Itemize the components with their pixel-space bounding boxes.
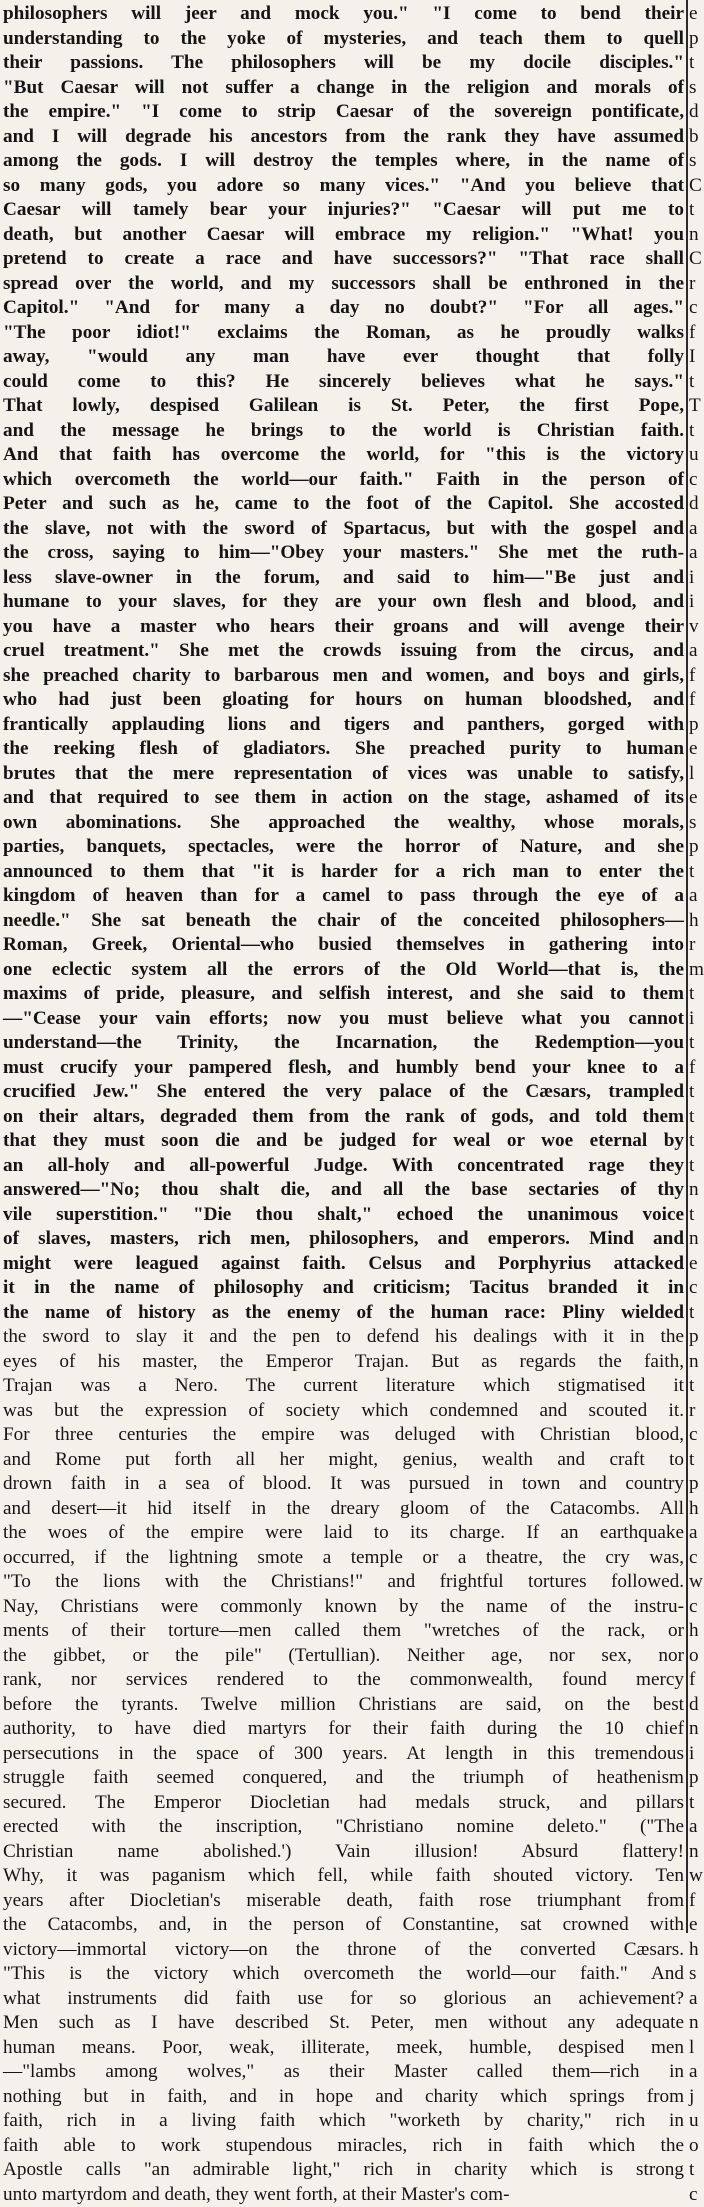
text-line: she preached charity to barbarous men and women, and boys and girls, xyxy=(3,664,684,689)
text-line: faith, rich in a living faith which "worketh by charity," rich in xyxy=(3,2109,684,2134)
column-rule xyxy=(686,0,688,1933)
edge-fragment: a xyxy=(689,639,700,664)
edge-fragment: c xyxy=(689,1276,700,1301)
edge-fragment: t xyxy=(689,1374,700,1399)
text-line: the slave, not with the sword of Spartacus, but with the gospel and xyxy=(3,517,684,542)
text-line: eyes of his master, the Emperor Trajan. But as regards the faith, xyxy=(3,1350,684,1375)
edge-fragment: s xyxy=(689,811,700,836)
text-line: and I will degrade his ancestors from the rank they have assumed xyxy=(3,125,684,150)
edge-fragment: f xyxy=(689,1668,700,1693)
text-line: the reeking flesh of gladiators. She preached purity to human xyxy=(3,737,684,762)
edge-fragment: p xyxy=(689,1766,700,1791)
text-line: and that required to see them in action on the stage, ashamed of its xyxy=(3,786,684,811)
edge-fragment: T xyxy=(689,394,700,419)
text-line: For three centuries the empire was deluged with Christian blood, xyxy=(3,1423,684,1448)
edge-fragment: h xyxy=(689,1938,700,1963)
text-line: philosophers will jeer and mock you." "I come to bend their xyxy=(3,2,684,27)
edge-fragment: d xyxy=(689,100,700,125)
text-line: rank, nor services rendered to the commonwealth, found mercy xyxy=(3,1668,684,1693)
text-line: authority, to have died martyrs for their faith during the 10 chief xyxy=(3,1717,684,1742)
edge-fragment: p xyxy=(689,1472,700,1497)
text-line: "To the lions with the Christians!" and frightful tortures followed. xyxy=(3,1570,684,1595)
edge-fragment: t xyxy=(689,419,700,444)
text-line: Roman, Greek, Oriental—who busied themselves in gathering into xyxy=(3,933,684,958)
text-line: could come to this? He sincerely believes what he says." xyxy=(3,370,684,395)
text-line: might were leagued against faith. Celsus and Porphyrius attacked xyxy=(3,1252,684,1277)
edge-fragment: o xyxy=(689,2134,700,2159)
text-line: the sword to slay it and the pen to defend his dealings with it in the xyxy=(3,1325,684,1350)
edge-fragment: t xyxy=(689,51,700,76)
edge-fragment: o xyxy=(689,1644,700,1669)
edge-fragment: f xyxy=(689,1056,700,1081)
text-line: their passions. The philosophers will be my docile disciples." xyxy=(3,51,684,76)
text-line: the gibbet, or the pile" (Tertullian). Neither age, nor sex, nor xyxy=(3,1644,684,1669)
text-line: understanding to the yoke of mysteries, and teach them to quell xyxy=(3,27,684,52)
edge-fragment: r xyxy=(689,1399,700,1424)
article-column xyxy=(3,2,684,1932)
text-line: less slave-owner in the forum, and said to him—"Be just and xyxy=(3,566,684,591)
edge-fragment: a xyxy=(689,1815,700,1840)
text-line: "This is the victory which overcometh the world—our faith." And xyxy=(3,1962,684,1987)
text-line: Christian name abolished.') Vain illusion! Absurd flattery! xyxy=(3,1840,684,1865)
text-line: unto martyrdom and death, they went forth, at their Master's com- xyxy=(3,2183,684,2207)
edge-fragment: c xyxy=(689,1595,700,1620)
edge-fragment: u xyxy=(689,443,700,468)
text-line: so many gods, you adore so many vices." "And you believe that xyxy=(3,174,684,199)
edge-fragment: p xyxy=(689,27,700,52)
edge-fragment: p xyxy=(689,713,700,738)
edge-fragment: w xyxy=(689,1864,700,1889)
edge-fragment: v xyxy=(689,615,700,640)
text-line: own abominations. She approached the wealthy, whose morals, xyxy=(3,811,684,836)
text-line: Caesar will tamely bear your injuries?" "Caesar will put me to xyxy=(3,198,684,223)
edge-fragment: u xyxy=(689,2109,700,2134)
text-line: the name of history as the enemy of the human race: Pliny wielded xyxy=(3,1301,684,1326)
text-line: what instruments did faith use for so glorious an achievement? xyxy=(3,1987,684,2012)
edge-fragment: a xyxy=(689,1521,700,1546)
text-line: one eclectic system all the errors of the Old World—that is, the xyxy=(3,958,684,983)
edge-fragment: t xyxy=(689,1105,700,1130)
text-line: Nay, Christians were commonly known by the name of the instru- xyxy=(3,1595,684,1620)
edge-fragment: c xyxy=(689,2183,700,2207)
text-line: the cross, saying to him—"Obey your masters." She met the ruth- xyxy=(3,541,684,566)
edge-fragment: t xyxy=(689,1448,700,1473)
edge-fragment: t xyxy=(689,1080,700,1105)
text-line: and desert—it hid itself in the dreary gloom of the Catacombs. All xyxy=(3,1497,684,1522)
edge-fragment: i xyxy=(689,566,700,591)
edge-fragment: f xyxy=(689,321,700,346)
text-line: nothing but in faith, and in hope and charity which springs from xyxy=(3,2085,684,2110)
text-line: struggle faith seemed conquered, and the triumph of heathenism xyxy=(3,1766,684,1791)
edge-fragment: a xyxy=(689,517,700,542)
text-line: humane to your slaves, for they are your own flesh and blood, and xyxy=(3,590,684,615)
edge-fragment: w xyxy=(689,1570,700,1595)
text-line: frantically applauding lions and tigers and panthers, gorged with xyxy=(3,713,684,738)
text-line: kingdom of heaven than for a camel to pass through the eye of a xyxy=(3,884,684,909)
text-line: that they must soon die and be judged for weal or woe eternal by xyxy=(3,1129,684,1154)
edge-fragment: t xyxy=(689,1203,700,1228)
text-line: parties, banquets, spectacles, were the horror of Nature, and she xyxy=(3,835,684,860)
text-line: faith able to work stupendous miracles, rich in faith which the xyxy=(3,2134,684,2159)
edge-fragment: p xyxy=(689,1325,700,1350)
text-line: erected with the inscription, "Christiano nomine deleto." ("The xyxy=(3,1815,684,1840)
edge-fragment: f xyxy=(689,1889,700,1914)
edge-fragment: t xyxy=(689,982,700,1007)
edge-fragment: t xyxy=(689,370,700,395)
text-line: before the tyrants. Twelve million Christians are said, on the best xyxy=(3,1693,684,1718)
text-line: Men such as I have described St. Peter, men without any adequate xyxy=(3,2011,684,2036)
text-line: and the message he brings to the world is Christian faith. xyxy=(3,419,684,444)
text-line: human means. Poor, weak, illiterate, meek, humble, despised men xyxy=(3,2036,684,2061)
edge-fragment: h xyxy=(689,1497,700,1522)
text-line: Apostle calls "an admirable light," rich in charity which is strong xyxy=(3,2158,684,2183)
edge-fragment: f xyxy=(689,688,700,713)
text-line: away, "would any man have ever thought that folly xyxy=(3,345,684,370)
edge-fragment: b xyxy=(689,125,700,150)
edge-fragment: r xyxy=(689,272,700,297)
text-line: And that faith has overcome the world, for "this is the victory xyxy=(3,443,684,468)
text-line: years after Diocletian's miserable death, faith rose triumphant from xyxy=(3,1889,684,1914)
edge-fragment: f xyxy=(689,664,700,689)
edge-fragment: r xyxy=(689,933,700,958)
text-line: and Rome put forth all her might, genius, wealth and craft to xyxy=(3,1448,684,1473)
edge-fragment: c xyxy=(689,468,700,493)
text-line: victory—immortal victory—on the throne of the converted Cæsars. xyxy=(3,1938,684,1963)
edge-fragment: t xyxy=(689,198,700,223)
text-line: "But Caesar will not suffer a change in the religion and morals of xyxy=(3,76,684,101)
text-line: needle." She sat beneath the chair of the conceited philosophers— xyxy=(3,909,684,934)
edge-fragment: d xyxy=(689,492,700,517)
edge-fragment: t xyxy=(689,2158,700,2183)
edge-fragment: a xyxy=(689,2060,700,2085)
edge-fragment: n xyxy=(689,1227,700,1252)
text-line: pretend to create a race and have successors?" "That race shall xyxy=(3,247,684,272)
text-line: maxims of pride, pleasure, and selfish interest, and she said to them xyxy=(3,982,684,1007)
text-line: an all-holy and all-powerful Judge. With concentrated rage they xyxy=(3,1154,684,1179)
edge-fragment: i xyxy=(689,590,700,615)
edge-fragment: n xyxy=(689,1350,700,1375)
text-line: understand—the Trinity, the Incarnation, the Redemption—you xyxy=(3,1031,684,1056)
text-line: That lowly, despised Galilean is St. Peter, the first Pope, xyxy=(3,394,684,419)
edge-fragment: h xyxy=(689,1619,700,1644)
text-line: "The poor idiot!" exclaims the Roman, as he proudly walks xyxy=(3,321,684,346)
edge-fragment: e xyxy=(689,1913,700,1938)
edge-fragment: a xyxy=(689,541,700,566)
text-line: vile superstition." "Die thou shalt," echoed the unanimous voice xyxy=(3,1203,684,1228)
edge-fragment: d xyxy=(689,1693,700,1718)
text-line: secured. The Emperor Diocletian had medals struck, and pillars xyxy=(3,1791,684,1816)
text-line: cruel treatment." She met the crowds issuing from the circus, and xyxy=(3,639,684,664)
text-line: Peter and such as he, came to the foot of the Capitol. She accosted xyxy=(3,492,684,517)
text-line: —"lambs among wolves," as their Master called them—rich in xyxy=(3,2060,684,2085)
text-line: Why, it was paganism which fell, while faith shouted victory. Ten xyxy=(3,1864,684,1889)
edge-fragment: p xyxy=(689,835,700,860)
text-line: you have a master who hears their groans and will avenge their xyxy=(3,615,684,640)
edge-fragment: t xyxy=(689,1301,700,1326)
text-line: Trajan was a Nero. The current literature which stigmatised it xyxy=(3,1374,684,1399)
text-line: brutes that the mere representation of vices was unable to satisfy, xyxy=(3,762,684,787)
text-line: announced to them that "it is harder for a rich man to enter the xyxy=(3,860,684,885)
edge-fragment: C xyxy=(689,174,700,199)
edge-fragment: j xyxy=(689,2085,700,2110)
text-line: must crucify your pampered flesh, and humbly bend your knee to a xyxy=(3,1056,684,1081)
edge-fragment: I xyxy=(689,345,700,370)
edge-fragment: t xyxy=(689,1791,700,1816)
edge-fragment: t xyxy=(689,1129,700,1154)
text-line: it in the name of philosophy and criticism; Tacitus branded it in xyxy=(3,1276,684,1301)
edge-fragment: n xyxy=(689,1178,700,1203)
edge-fragment: s xyxy=(689,1962,700,1987)
edge-fragment: i xyxy=(689,1007,700,1032)
edge-fragment: h xyxy=(689,909,700,934)
text-line: persecutions in the space of 300 years. At length in this tremendous xyxy=(3,1742,684,1767)
edge-fragment: c xyxy=(689,1546,700,1571)
text-line: death, but another Caesar will embrace my religion." "What! you xyxy=(3,223,684,248)
edge-fragment: l xyxy=(689,2036,700,2061)
text-line: spread over the world, and my successors shall be enthroned in the xyxy=(3,272,684,297)
text-line: who had just been gloating for hours on human bloodshed, and xyxy=(3,688,684,713)
text-line: the Catacombs, and, in the person of Constantine, sat crowned with xyxy=(3,1913,684,1938)
text-line: answered—"No; thou shalt die, and all the base sectaries of thy xyxy=(3,1178,684,1203)
edge-fragment: i xyxy=(689,1742,700,1767)
edge-fragment: e xyxy=(689,1252,700,1277)
edge-fragment: e xyxy=(689,2,700,27)
edge-fragment: n xyxy=(689,2011,700,2036)
edge-fragment: n xyxy=(689,1840,700,1865)
adjacent-column-edge xyxy=(689,2,700,1932)
edge-fragment: n xyxy=(689,1717,700,1742)
edge-fragment: t xyxy=(689,860,700,885)
edge-fragment: t xyxy=(689,1154,700,1179)
text-line: was but the expression of society which condemned and scouted it. xyxy=(3,1399,684,1424)
text-line: which overcometh the world—our faith." Faith in the person of xyxy=(3,468,684,493)
edge-fragment: s xyxy=(689,76,700,101)
text-line: on their altars, degraded them from the rank of gods, and told them xyxy=(3,1105,684,1130)
edge-fragment: n xyxy=(689,223,700,248)
edge-fragment: m xyxy=(689,958,700,983)
text-line: occurred, if the lightning smote a temple or a theatre, the cry was, xyxy=(3,1546,684,1571)
text-line: of slaves, masters, rich men, philosophers, and emperors. Mind and xyxy=(3,1227,684,1252)
edge-fragment: C xyxy=(689,247,700,272)
edge-fragment: c xyxy=(689,296,700,321)
text-line: Capitol." "And for many a day no doubt?" "For all ages." xyxy=(3,296,684,321)
text-line: among the gods. I will destroy the temples where, in the name of xyxy=(3,149,684,174)
edge-fragment: l xyxy=(689,762,700,787)
text-line: drown faith in a sea of blood. It was pursued in town and country xyxy=(3,1472,684,1497)
edge-fragment: a xyxy=(689,884,700,909)
edge-fragment: a xyxy=(689,1987,700,2012)
text-line: the empire." "I come to strip Caesar of the sovereign pontificate, xyxy=(3,100,684,125)
edge-fragment: t xyxy=(689,1031,700,1056)
text-line: ments of their torture—men called them "wretches of the rack, or xyxy=(3,1619,684,1644)
text-line: —"Cease your vain efforts; now you must believe what you cannot xyxy=(3,1007,684,1032)
edge-fragment: c xyxy=(689,1423,700,1448)
edge-fragment: s xyxy=(689,149,700,174)
text-line: crucified Jew." She entered the very palace of the Cæsars, trampled xyxy=(3,1080,684,1105)
text-line: the woes of the empire were laid to its charge. If an earthquake xyxy=(3,1521,684,1546)
edge-fragment: e xyxy=(689,786,700,811)
edge-fragment: e xyxy=(689,737,700,762)
